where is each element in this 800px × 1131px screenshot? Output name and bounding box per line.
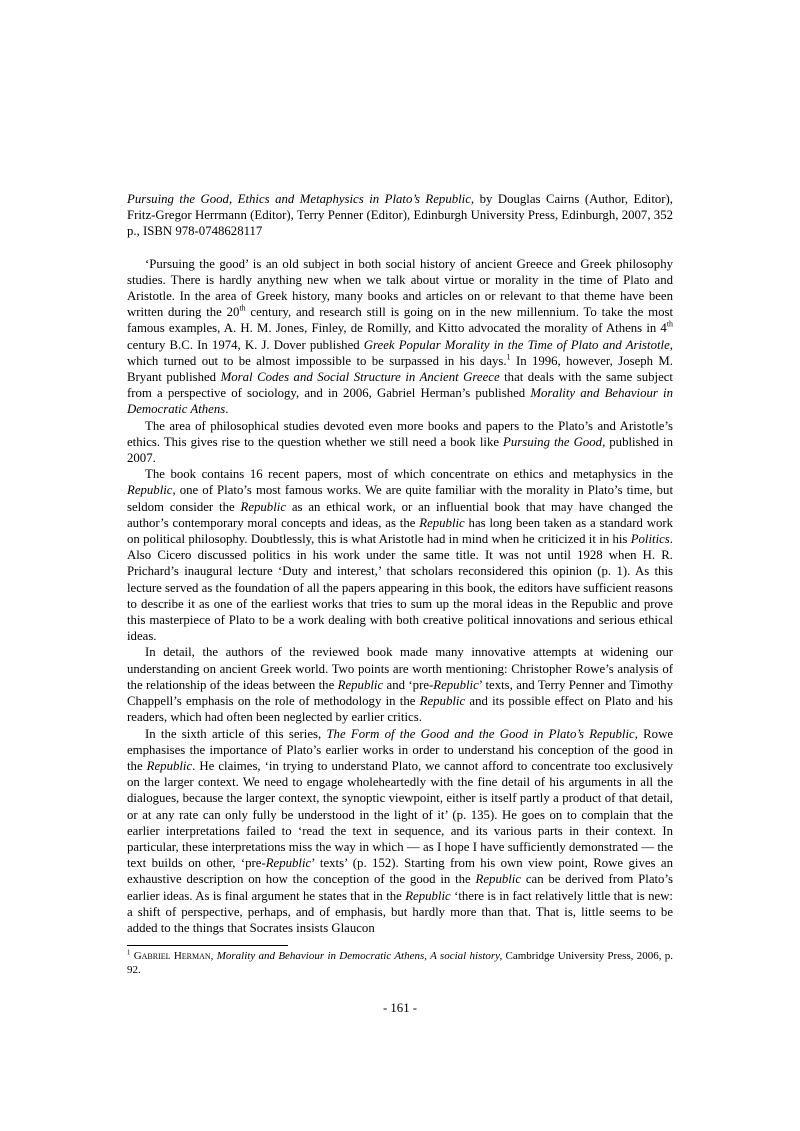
footnote-text: $^1$ Gabriel Herman, Morality and Behaviour in Democratic Athens, A social history, Cambridge University Press, 2006, p. 92. [127,949,674,976]
page-number: - 161 - [382,1001,418,1015]
body-paragraph: The area of philosophical studies devoted even more books and papers to the Plato’s and Aristotle’s ethics. This gives rise to the question whether we still need a book like Pursuing the Good, published in 2007. [127,418,673,466]
body-paragraph: ‘Pursuing the good’ is an old subject in both social history of ancient Greece and Greek philosophy studies. There is hardly anything new when we talk about virtue or morality in the time of Plato and Aristotle. In the area of Greek history, many books and articles on or relevant to that theme have been written during the 20th century, and research still is going on in the new millennium. To take the most famous examples, A. H. M. Jones, Finley, de Romilly, and Kitto advocated the morality of Athens in 4th century B.C. In 1974, K. J. Dover published Greek Popular Morality in the Time of Plato and Aristotle, which turned out to be almost impossible to be surpassed in his days.$^1$ In 1996, however, Joseph M. Bryant published Moral Codes and Social Structure in Ancient Greece that deals with the same subject from a perspective of sociology, and in 2006, Gabriel Herman’s published Morality and Behaviour in Democratic Athens. [127,256,673,417]
footnote-separator [127,945,288,946]
citation-header: Pursuing the Good, Ethics and Metaphysics in Plato’s Republic, by Douglas Cairns (Author, Editor), Fritz-Gregor Herrmann (Editor), Terry Penner (Editor), Edinburgh University Press, Edinburgh, 2007, 352 p., ISBN 978-0748628117 [127,192,673,239]
text-column [127,191,673,978]
body-paragraph: In the sixth article of this series, The Form of the Good and the Good in Plato’s Republic, Rowe emphasises the importance of Plato’s earlier works in order to understand his conception of the good in the Republic. He claimes, ‘in trying to understand Plato, we cannot afford to concentrate too exclusively on the larger context. We need to engage wholeheartedly with the fine detail of his arguments in all the dialogues, because the larger context, the synoptic viewpoint, either is itself partly a product of that detail, or at any rate can only fully be understood in the light of it’ (p. 135). He goes on to complain that the earlier interpretations failed to ‘read the text in sequence, and its various parts in their context. In particular, these interpretations miss the way in which — as I hope I have sufficiently demonstrated — the text builds on other, ‘pre-Republic’ texts’ (p. 152). Starting from his own view point, Rowe gives an exhaustive description on how the conception of the good in the Republic can be derived from Plato’s earlier ideas. As is final argument he states that in the Republic ‘there is in fact relatively little that is new: a shift of perspective, perhaps, and of emphasis, but hardly more than that. That is, little seems to be added to the things that Socrates insists Glaucon [127,726,673,935]
body-paragraph: The book contains 16 recent papers, most of which concentrate on ethics and metaphysics in the Republic, one of Plato’s most famous works. We are quite familiar with the morality in Plato’s time, but seldom consider the Republic as an ethical work, or an influential book that may have changed the author’s contemporary moral concepts and ideas, as the Republic has long been taken as a standard work on political philosophy. Doubtlessly, this is what Aristotle had in mind when he criticized it in his Politics. Also Cicero discussed politics in his work under the same title. It was not until 1928 when H. R. Prichard’s inaugural lecture ‘Duty and interest,’ that scholars reconsidered this opinion (p. 1). As this lecture served as the foundation of all the papers appearing in this book, the editors have sufficient reasons to describe it as one of the earliest works that tries to sum up the moral ideas in the Republic and prove this masterpiece of Plato to be a work dealing with both creative political innovations and serious ethical ideas. [127,467,673,644]
body-paragraph: In detail, the authors of the reviewed book made many innovative attempts at widening our understanding on ancient Greek world. Two points are worth mentioning: Christopher Rowe’s analysis of the relationship of the ideas between the Republic and ‘pre-Republic’ texts, and Terry Penner and Timothy Chappell’s emphasis on the role of methodology in the Republic and its possible effect on Plato and his readers, which had often been neglected by earlier critics. [127,645,673,725]
